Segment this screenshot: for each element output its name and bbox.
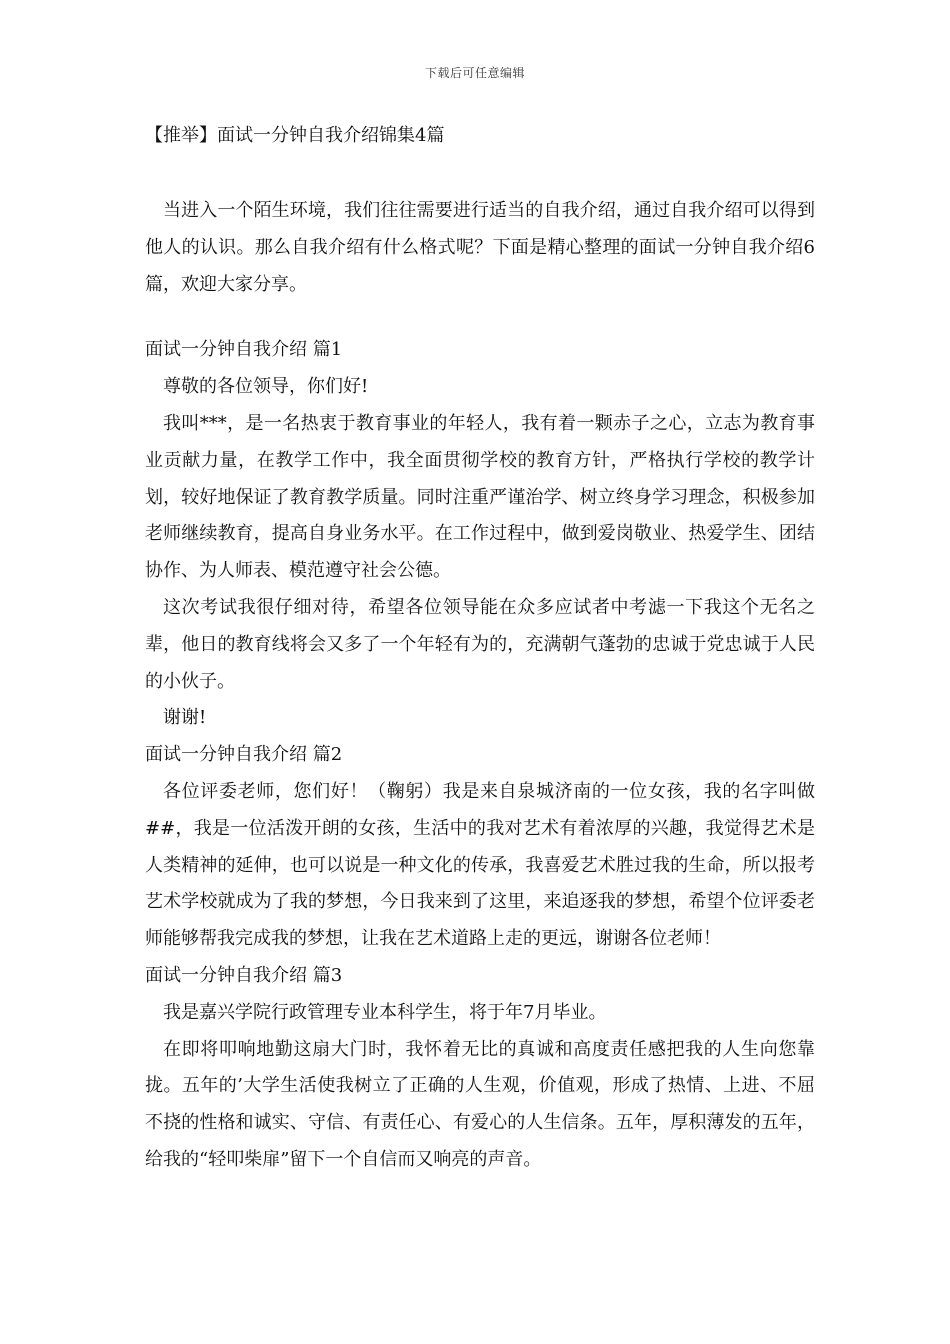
page-header-note: 下载后可任意编辑 [424, 66, 525, 80]
document-body [145, 120, 815, 1179]
section-paragraph: 我是嘉兴学院行政管理专业本科学生，将于年7月毕业。 [163, 1001, 607, 1023]
section-paragraph: 我叫***，是一名热衷于教育事业的年轻人，我有着一颗赤子之心，立志为教育事业贡献力量，在教学工作中，我全面贯彻学校的教育方针，严格执行学校的教学计划，较好地保证了教育教学质量。同时注重严谨治学、树立终身学习理念，积极参加老师继续教育，提高自身业务水平。在工作过程中，做到爱岗敬业、热爱学生、团结协作、为人师表、模范遵守社会公德。 [145, 412, 815, 582]
section-paragraph: 这次考试我很仔细对待，希望各位领导能在众多应试者中考滤一下我这个无名之辈，他日的教育线将会又多了一个年轻有为的，充满朝气蓬勃的忠诚于党忠诚于人民的小伙子。 [145, 596, 815, 692]
section-paragraph: 谢谢! [163, 707, 207, 729]
section-title: 面试一分钟自我介绍 篇2 [145, 744, 343, 766]
spacer [145, 152, 815, 193]
section-title: 面试一分钟自我介绍 篇3 [145, 964, 343, 986]
section-title: 面试一分钟自我介绍 篇1 [145, 339, 343, 361]
intro-paragraph: 当进入一个陌生环境，我们往往需要进行适当的自我介绍，通过自我介绍可以得到他人的认识。那么自我介绍有什么格式呢？下面是精心整理的面试一分钟自我介绍6篇，欢迎大家分享。 [145, 200, 815, 295]
spacer [145, 303, 815, 332]
section-paragraph: 各位评委老师，您们好！（鞠躬）我是来自泉城济南的一位女孩，我的名字叫做##，我是一位活泼开朗的女孩，生活中的我对艺术有着浓厚的兴趣，我觉得艺术是人类精神的延伸，也可以说是一种文化的传承，我喜爱艺术胜过我的生命，所以报考艺术学校就成为了我的梦想，今日我来到了这里，来追逐我的梦想，希望个位评委老师能够帮我完成我的梦想，让我在艺术道路上走的更远，谢谢各位老师！ [145, 780, 815, 950]
section-paragraph: 尊敬的各位领导，你们好! [163, 376, 369, 398]
document-title: 【推举】面试一分钟自我介绍锦集4篇 [145, 125, 445, 146]
section-paragraph: 在即将叩响地勤这扇大门时，我怀着无比的真诚和高度责任感把我的人生向您靠拢。五年的’大学生活使我树立了正确的人生观，价值观，形成了热情、上进、不屈不挠的性格和诚实、守信、有责任心、有爱心的人生信条。五年，厚积薄发的五年，给我的“轻叩柴扉”留下一个自信而又响亮的声音。 [145, 1038, 815, 1170]
